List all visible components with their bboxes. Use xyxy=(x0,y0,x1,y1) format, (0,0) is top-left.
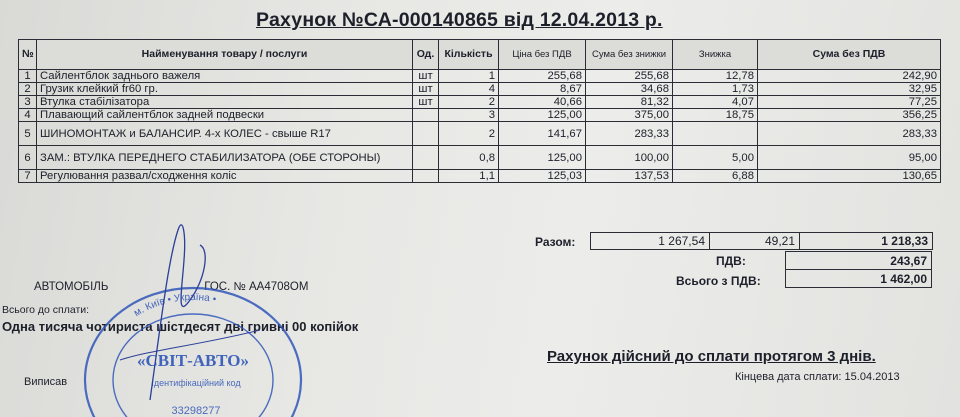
cell-price: 125,00 xyxy=(499,146,586,170)
cell-no: 7 xyxy=(19,170,37,183)
cell-sum: 283,33 xyxy=(586,122,673,146)
cell-sum: 34,68 xyxy=(586,83,673,96)
header-qty: Кількість xyxy=(439,40,499,70)
cell-qty: 4 xyxy=(439,83,499,96)
stamp-ring-top: м. Київ • Україна • xyxy=(132,291,218,320)
razom-discount: 49,21 xyxy=(710,233,800,250)
pdv-label: ПДВ: xyxy=(716,254,746,268)
header-price: Ціна без ПДВ xyxy=(499,40,586,70)
cell-qty: 2 xyxy=(439,122,499,146)
table-row xyxy=(19,96,941,109)
invoice-title: Рахунок №СА-000140865 від 12.04.2013 р. xyxy=(256,9,663,31)
header-name: Найменування товару / послуги xyxy=(37,40,413,70)
header-sum: Сума без знижки xyxy=(586,40,673,70)
cell-qty: 2 xyxy=(439,96,499,109)
cell-unit: шт xyxy=(413,70,439,83)
cell-no: 5 xyxy=(19,122,37,146)
cell-discount: 18,75 xyxy=(673,109,758,122)
company-stamp xyxy=(78,270,308,417)
cell-unit xyxy=(413,122,439,146)
cell-price: 40,66 xyxy=(499,96,586,109)
due-date: Кінцева дата сплати: 15.04.2013 xyxy=(735,371,900,383)
cell-price: 125,03 xyxy=(499,170,586,183)
cell-no: 6 xyxy=(19,146,37,170)
stamp-code: 33298277 xyxy=(171,405,221,417)
vsogo-label: Всього з ПДВ: xyxy=(676,274,761,288)
cell-sum: 81,32 xyxy=(586,96,673,109)
header-total: Сума без ПДВ xyxy=(758,40,941,70)
cell-unit: шт xyxy=(413,96,439,109)
cell-name: Регулювання развал/сходження коліс xyxy=(37,170,413,183)
cell-total: 283,33 xyxy=(758,122,941,146)
valid-notice: Рахунок дійсний до сплати протягом 3 днів. xyxy=(547,348,876,365)
cell-name: Грузик клейкий fr60 гр. xyxy=(37,83,413,96)
razom-label: Разом: xyxy=(535,235,576,249)
cell-total: 95,00 xyxy=(758,146,941,170)
cell-discount: 4,07 xyxy=(673,96,758,109)
header-discount: Знижка xyxy=(673,40,758,70)
cell-total: 242,90 xyxy=(758,70,941,83)
cell-qty: 1 xyxy=(439,70,499,83)
cell-name: Втулка стабілізатора xyxy=(37,96,413,109)
cell-price: 141,67 xyxy=(499,122,586,146)
cell-qty: 0,8 xyxy=(439,146,499,170)
cell-sum: 375,00 xyxy=(586,109,673,122)
cell-discount: 6,88 xyxy=(673,170,758,183)
pay-label: Всього до сплати: xyxy=(2,304,90,316)
cell-price: 8,67 xyxy=(499,83,586,96)
cell-no: 1 xyxy=(19,70,37,83)
razom-totals xyxy=(590,232,933,250)
cell-unit xyxy=(413,109,439,122)
cell-name: Плавающий сайлентблок задней подвески xyxy=(37,109,413,122)
cell-total: 32,95 xyxy=(758,83,941,96)
cell-unit: шт xyxy=(413,83,439,96)
cell-discount: 5,00 xyxy=(673,146,758,170)
cell-price: 255,68 xyxy=(499,70,586,83)
cell-no: 3 xyxy=(19,96,37,109)
header-no: № xyxy=(19,40,37,70)
vehicle-line: АВТОМОБІЛЬ ГОС. № АА4708ОМ xyxy=(34,281,309,293)
stamp-center: «СВІТ-АВТО» xyxy=(137,351,249,370)
table-row xyxy=(19,83,941,96)
cell-qty: 1,1 xyxy=(439,170,499,183)
table-row xyxy=(19,70,941,83)
cell-price: 125,00 xyxy=(499,109,586,122)
cell-total: 356,25 xyxy=(758,109,941,122)
razom-sum: 1 267,54 xyxy=(591,233,710,250)
cell-total: 77,25 xyxy=(758,96,941,109)
cell-sum: 137,53 xyxy=(586,170,673,183)
cell-unit xyxy=(413,170,439,183)
cell-no: 2 xyxy=(19,83,37,96)
cell-qty: 3 xyxy=(439,109,499,122)
table-row xyxy=(19,146,941,170)
vsogo-value: 1 462,00 xyxy=(786,270,932,288)
cell-discount: 12,78 xyxy=(673,70,758,83)
cell-discount xyxy=(673,122,758,146)
table-row xyxy=(19,122,941,146)
cell-total: 130,65 xyxy=(758,170,941,183)
cell-name: Сайлентблок заднього важеля xyxy=(37,70,413,83)
cell-name: ЗАМ.: ВТУЛКА ПЕРЕДНЕГО СТАБИЛИЗАТОРА (ОБЕ СТОРОНЫ) xyxy=(37,146,413,170)
cell-discount: 1,73 xyxy=(673,83,758,96)
items-table xyxy=(18,39,941,183)
cell-sum: 100,00 xyxy=(586,146,673,170)
cell-unit xyxy=(413,146,439,170)
table-row xyxy=(19,109,941,122)
amount-in-words: Одна тисяча чотириста шістдесят дві гривні 00 копійок xyxy=(2,319,359,334)
table-row xyxy=(19,170,941,183)
header-unit: Од. xyxy=(413,40,439,70)
sign-label: Виписав xyxy=(24,376,68,388)
pdv-value: 243,67 xyxy=(786,252,932,270)
cell-sum: 255,68 xyxy=(586,70,673,83)
razom-total: 1 218,33 xyxy=(800,233,933,250)
cell-name: ШИНОМОНТАЖ и БАЛАНСИР. 4-х КОЛЕС - свыше R17 xyxy=(37,122,413,146)
cell-no: 4 xyxy=(19,109,37,122)
pdv-totals xyxy=(785,251,932,288)
stamp-inner: Ідентифікаційний код xyxy=(151,378,241,388)
